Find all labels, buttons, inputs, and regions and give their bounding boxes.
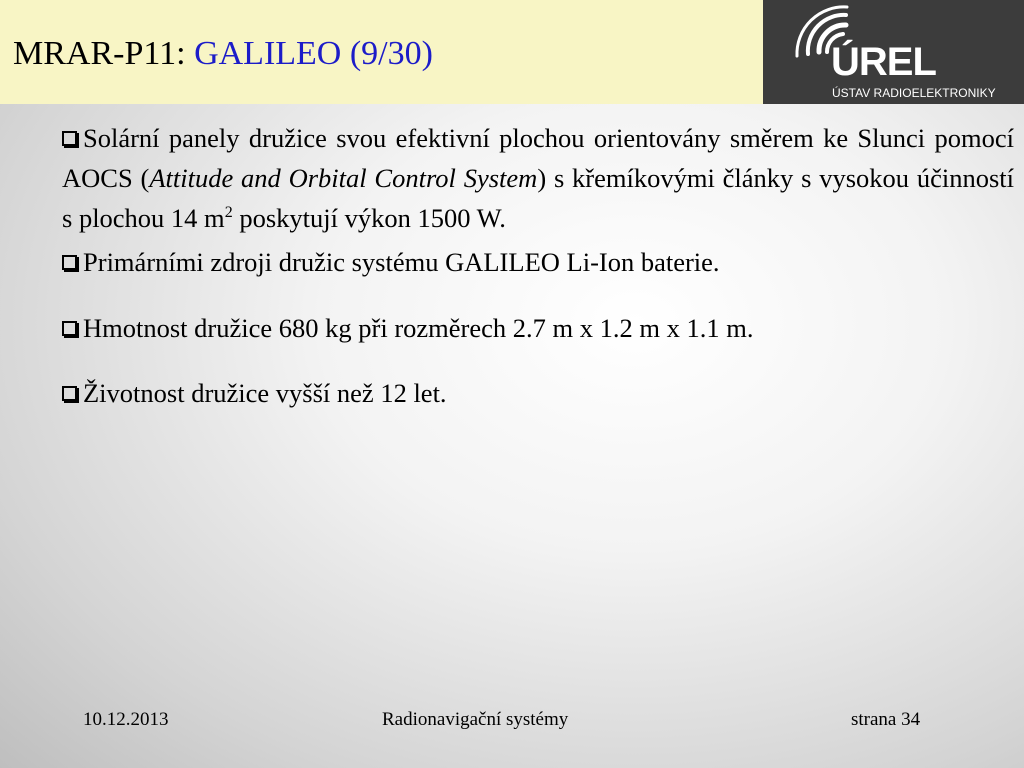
bullet-text: Primárními zdroji družic systému GALILEO Li-Ion baterie. [83, 247, 720, 277]
footer-course: Radionavigační systémy [382, 709, 569, 730]
checkbox-bullet-icon [62, 321, 77, 336]
bullet-list [62, 118, 1014, 413]
title-prefix: MRAR-P11: [13, 35, 195, 72]
bullet-solar-panels [62, 118, 1014, 238]
logo-name: ÚREL [831, 40, 936, 84]
checkbox-bullet-icon [62, 255, 77, 270]
checkbox-bullet-icon [62, 386, 77, 401]
bullet-text: ) s křemíkovými články s vysokou účinností s plochou 14 m [62, 163, 1014, 233]
superscript: 2 [224, 204, 233, 222]
bullet-text: poskytují výkon 1500 W. [232, 203, 506, 233]
bullet-text-italic: Attitude and Orbital Control System [149, 163, 538, 193]
bullet-lifetime [62, 373, 1014, 413]
checkbox-bullet-icon [62, 131, 77, 146]
bullet-batteries [62, 242, 1014, 282]
title-accent: GALILEO (9/30) [194, 35, 433, 72]
bullet-text: Životnost družice vyšší než 12 let. [83, 378, 447, 408]
bullet-mass [62, 308, 1014, 348]
bullet-text: Solární panely družice svou efektivní plochou orientovány směrem ke Slunci pomocí AOCS ( [62, 123, 1014, 193]
slide-title [13, 34, 433, 74]
footer-date: 10.12.2013 [83, 709, 169, 730]
title-bar [0, 0, 763, 104]
logo-subtitle: ÚSTAV RADIOELEKTRONIKY [832, 86, 996, 100]
footer-page-number: strana 34 [851, 709, 921, 730]
bullet-text: Hmotnost družice 680 kg při rozměrech 2.7 m x 1.2 m x 1.1 m. [83, 313, 754, 343]
